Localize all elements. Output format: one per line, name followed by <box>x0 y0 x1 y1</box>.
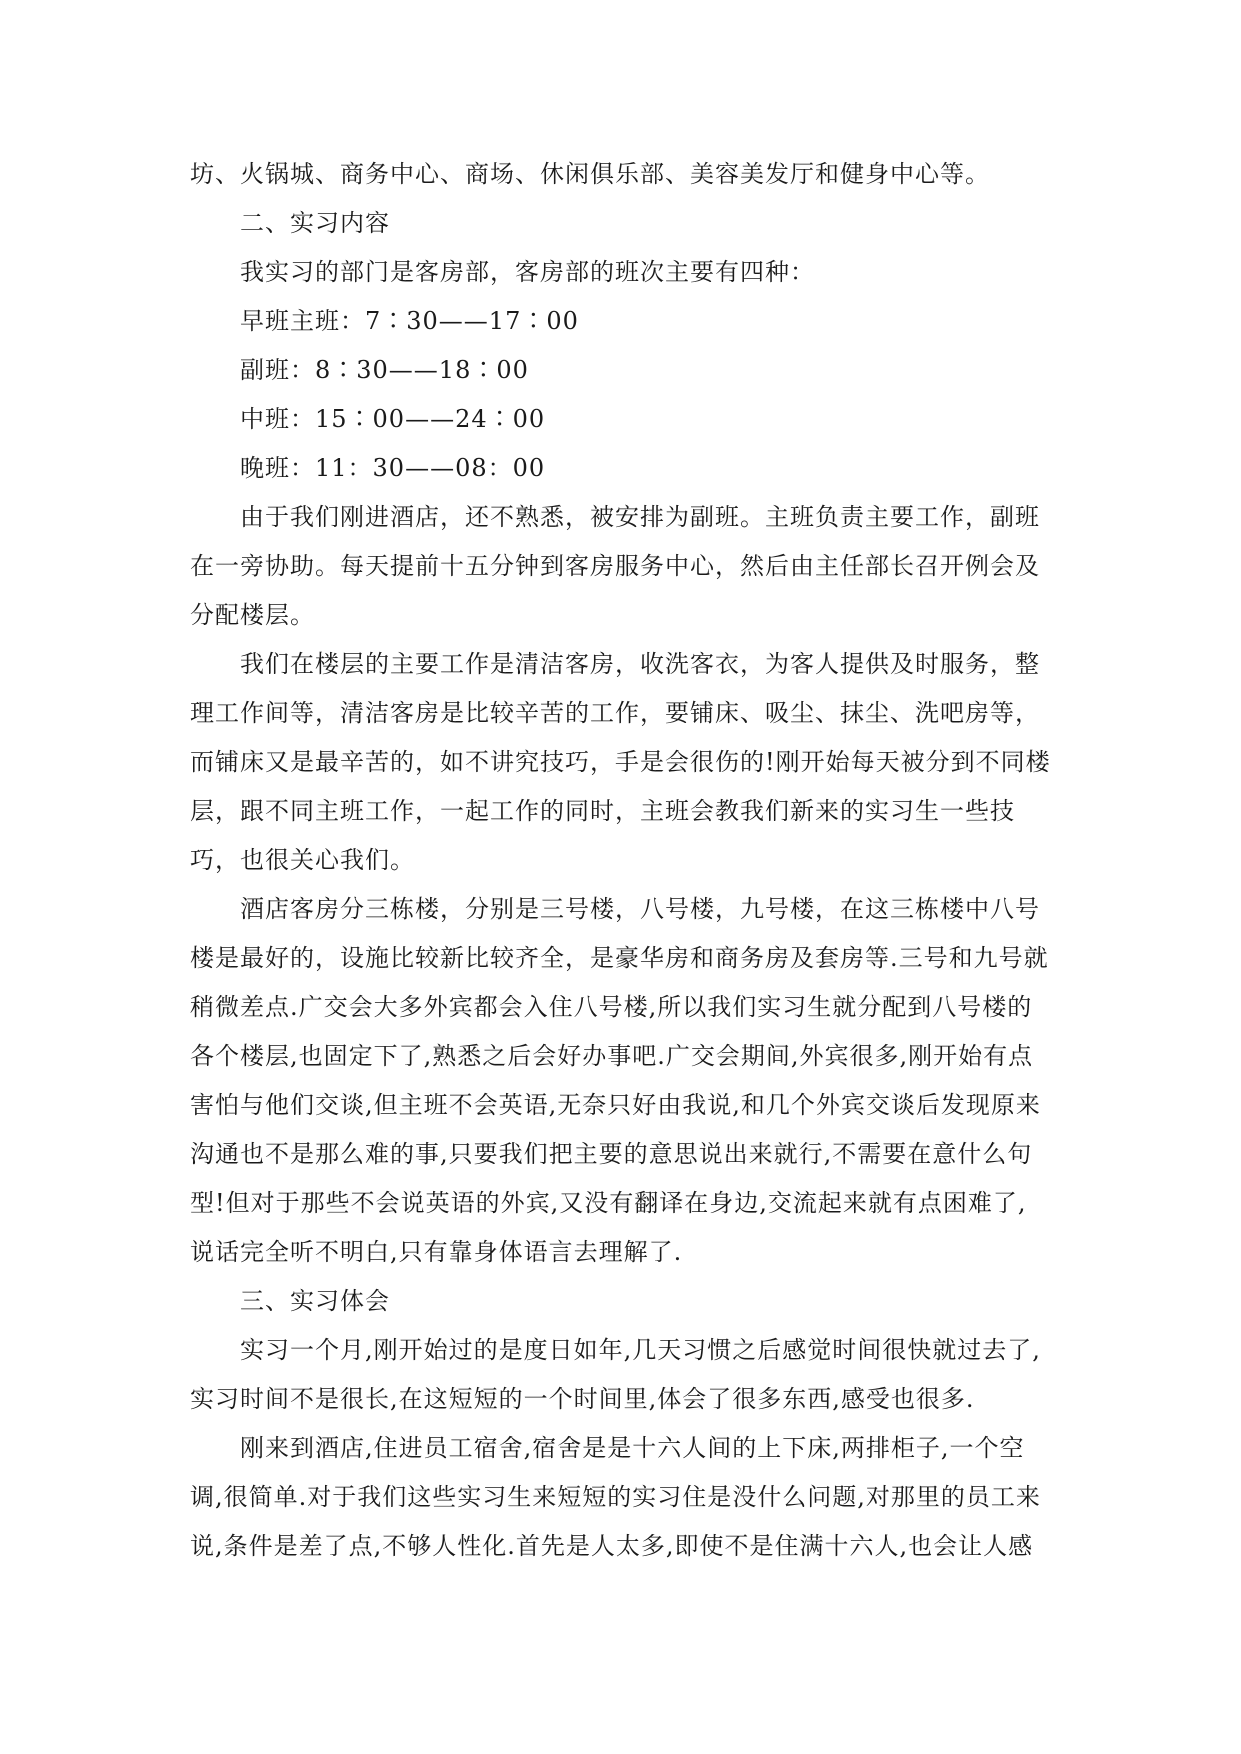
text-line: 分配楼层。 <box>190 601 315 629</box>
section-heading: 二、实习内容 <box>240 209 390 237</box>
text-line: 实习时间不是很长,在这短短的一个时间里,体会了很多东西,感受也很多. <box>190 1385 975 1413</box>
text-line: 各个楼层,也固定下了,熟悉之后会好办事吧.广交会期间,外宾很多,刚开始有点 <box>190 1042 1034 1070</box>
text-line: 我实习的部门是客房部，客房部的班次主要有四种： <box>240 258 815 286</box>
text-line: 刚来到酒店,住进员工宿舍,宿舍是是十六人间的上下床,两排柜子,一个空 <box>240 1434 1025 1462</box>
text-line: 实习一个月,刚开始过的是度日如年,几天习惯之后感觉时间很快就过去了, <box>240 1336 1041 1364</box>
text-line: 而铺床又是最辛苦的，如不讲究技巧，手是会很伤的!刚开始每天被分到不同楼 <box>190 748 1051 776</box>
text-line: 由于我们刚进酒店，还不熟悉，被安排为副班。主班负责主要工作，副班 <box>240 503 1040 531</box>
shift-item: 晚班：11：30——08：00 <box>240 454 546 482</box>
shift-item: 早班主班：7∶30——17∶00 <box>240 307 579 335</box>
text-line: 害怕与他们交谈,但主班不会英语,无奈只好由我说,和几个外宾交谈后发现原来 <box>190 1091 1041 1119</box>
text-line: 在一旁协助。每天提前十五分钟到客房服务中心，然后由主任部长召开例会及 <box>190 552 1040 580</box>
text-line: 坊、火锅城、商务中心、商场、休闲俱乐部、美容美发厅和健身中心等。 <box>190 160 990 188</box>
text-line: 我们在楼层的主要工作是清洁客房，收洗客衣，为客人提供及时服务，整 <box>240 650 1040 678</box>
text-line: 理工作间等，清洁客房是比较辛苦的工作，要铺床、吸尘、抹尘、洗吧房等， <box>190 699 1040 727</box>
text-line: 酒店客房分三栋楼，分别是三号楼，八号楼，九号楼，在这三栋楼中八号 <box>240 895 1040 923</box>
text-line: 楼是最好的，设施比较新比较齐全，是豪华房和商务房及套房等.三号和九号就 <box>190 944 1049 972</box>
text-line: 稍微差点.广交会大多外宾都会入住八号楼,所以我们实习生就分配到八号楼的 <box>190 993 1033 1021</box>
text-line: 调,很简单.对于我们这些实习生来短短的实习住是没什么问题,对那里的员工来 <box>190 1483 1041 1511</box>
shift-item: 中班：15∶00——24∶00 <box>240 405 546 433</box>
text-line: 说话完全听不明白,只有靠身体语言去理解了. <box>190 1238 683 1266</box>
section-heading: 三、实习体会 <box>240 1287 390 1315</box>
document-body <box>190 150 1052 1571</box>
text-line: 说,条件是差了点,不够人性化.首先是人太多,即使不是住满十六人,也会让人感 <box>190 1532 1034 1560</box>
text-line: 沟通也不是那么难的事,只要我们把主要的意思说出来就行,不需要在意什么句 <box>190 1140 1033 1168</box>
text-line: 型!但对于那些不会说英语的外宾,又没有翻译在身边,交流起来就有点困难了, <box>190 1189 1027 1217</box>
text-line: 层，跟不同主班工作，一起工作的同时，主班会教我们新来的实习生一些技 <box>190 797 1015 825</box>
shift-item: 副班：8∶30——18∶00 <box>240 356 529 384</box>
text-line: 巧，也很关心我们。 <box>190 846 415 874</box>
